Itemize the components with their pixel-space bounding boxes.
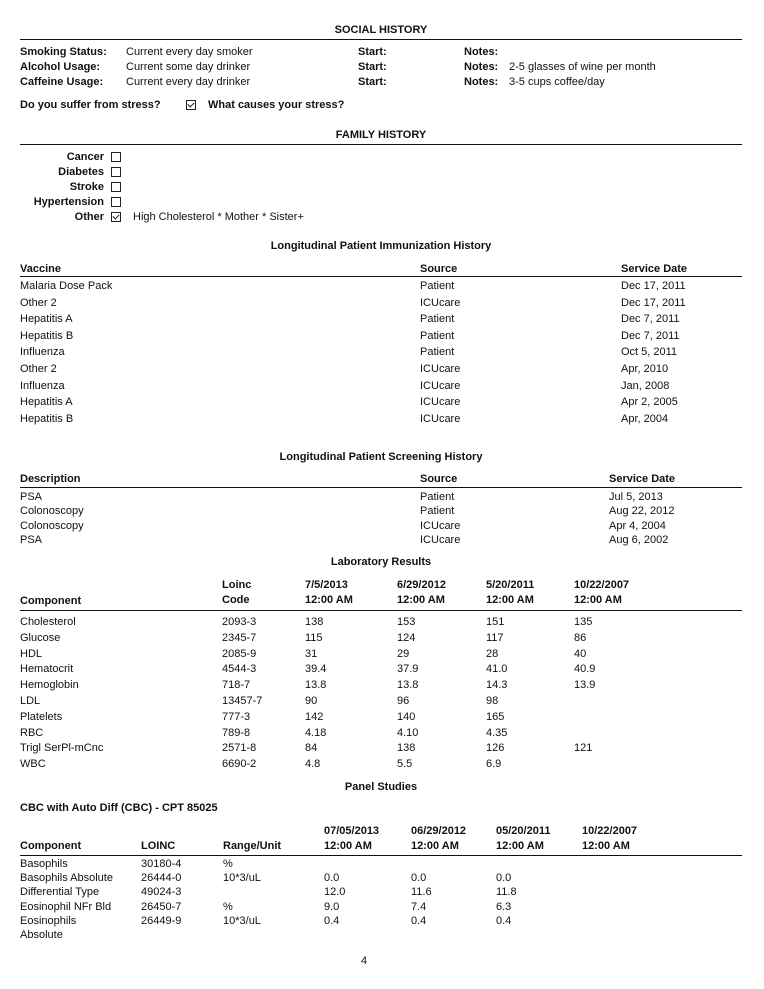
table-cell: 124 xyxy=(397,631,416,644)
immunization-title: Longitudinal Patient Immunization History xyxy=(270,240,492,252)
table-cell: ICUcare xyxy=(420,412,461,425)
table-cell: Dec 17, 2011 xyxy=(621,296,686,309)
panel-row-continuation: Absolute xyxy=(20,929,63,941)
table-cell: 165 xyxy=(486,710,505,723)
table-cell: 4.8 xyxy=(305,758,321,771)
caffeine-value: Current every day drinker xyxy=(126,76,251,88)
table-cell: 126 xyxy=(486,742,505,755)
family-item-label: Diabetes xyxy=(58,166,104,178)
table-cell: % xyxy=(223,900,233,913)
alcohol-start-label: Start: xyxy=(358,61,387,73)
divider xyxy=(20,610,742,611)
divider xyxy=(20,144,742,145)
table-cell: Dec 17, 2011 xyxy=(621,280,686,292)
table-cell: 30180-4 xyxy=(141,858,182,870)
table-cell: Aug 22, 2012 xyxy=(609,505,675,518)
divider xyxy=(20,487,742,488)
table-cell: 14.3 xyxy=(486,679,508,692)
date-header: 10/22/2007 xyxy=(582,825,638,837)
lab-results-title: Laboratory Results xyxy=(330,556,432,568)
table-cell: % xyxy=(223,858,233,870)
table-cell: Apr 4, 2004 xyxy=(609,519,666,532)
date-header: 05/20/2011 xyxy=(496,825,551,837)
table-cell: ICUcare xyxy=(420,396,461,409)
table-cell: Jul 5, 2013 xyxy=(609,491,663,503)
table-cell: Hepatitis A xyxy=(20,313,73,326)
table-cell: 13.9 xyxy=(574,679,596,692)
table-cell: 0.0 xyxy=(496,872,512,885)
table-cell: 6690-2 xyxy=(222,758,257,771)
table-cell: 135 xyxy=(574,616,593,628)
social-history-title: SOCIAL HISTORY xyxy=(334,24,428,36)
date-header: 07/05/2013 xyxy=(324,825,380,837)
table-cell: 49024-3 xyxy=(141,886,182,899)
table-cell: 9.0 xyxy=(324,900,340,913)
table-cell: Trigl SerPl-mCnc xyxy=(20,742,104,755)
col-header-range-unit: Range/Unit xyxy=(223,840,282,852)
table-cell: Malaria Dose Pack xyxy=(20,280,113,292)
table-cell: Apr 2, 2005 xyxy=(621,396,678,409)
alcohol-value: Current some day drinker xyxy=(126,61,251,73)
table-cell: Hepatitis B xyxy=(20,329,74,342)
caffeine-label: Caffeine Usage: xyxy=(20,76,104,88)
table-cell: 26444-0 xyxy=(141,872,182,885)
table-cell: 4544-3 xyxy=(222,663,257,676)
table-cell: LDL xyxy=(20,695,41,707)
table-cell: 0.4 xyxy=(324,914,340,927)
table-cell: WBC xyxy=(20,758,46,771)
table-cell: 28 xyxy=(486,647,499,660)
table-cell: 2085-9 xyxy=(222,647,257,660)
table-cell: Colonoscopy xyxy=(20,505,84,518)
table-cell: Cholesterol xyxy=(20,616,76,628)
table-cell: 121 xyxy=(574,742,593,755)
table-cell: Patient xyxy=(420,346,455,359)
col-header-source: Source xyxy=(420,473,458,485)
table-cell: 7.4 xyxy=(411,900,427,913)
table-cell: ICUcare xyxy=(420,533,461,546)
table-cell: 2093-3 xyxy=(222,616,257,628)
table-cell: Patient xyxy=(420,505,455,518)
table-cell: Jan, 2008 xyxy=(621,379,670,392)
table-cell: Other 2 xyxy=(20,363,57,375)
table-cell: Apr, 2004 xyxy=(621,412,669,425)
table-cell: Aug 6, 2002 xyxy=(609,533,669,546)
checkbox-icon xyxy=(111,152,121,162)
screening-title: Longitudinal Patient Screening History xyxy=(279,451,483,463)
family-history-title: FAMILY HISTORY xyxy=(335,129,427,141)
family-checkbox[interactable] xyxy=(111,197,121,209)
table-cell: 86 xyxy=(574,631,587,644)
date-header: 10/22/2007 xyxy=(574,579,630,591)
col-header-vaccine: Vaccine xyxy=(20,263,61,275)
table-cell: Eosinophil NFr Bld xyxy=(20,900,112,913)
table-cell: Influenza xyxy=(20,346,65,359)
table-cell: Basophils xyxy=(20,858,68,870)
family-item-label: Hypertension xyxy=(33,196,104,208)
table-cell: Hemoglobin xyxy=(20,679,79,692)
table-cell: Hepatitis A xyxy=(20,396,73,409)
table-cell: 5.5 xyxy=(397,758,413,771)
table-cell: 10*3/uL xyxy=(223,872,261,885)
smoking-value: Current every day smoker xyxy=(126,46,253,58)
table-cell: 40 xyxy=(574,647,587,660)
smoking-label: Smoking Status: xyxy=(20,46,107,58)
table-cell: Dec 7, 2011 xyxy=(621,329,680,342)
col-header-code: Code xyxy=(222,594,250,606)
table-cell: 13.8 xyxy=(305,679,327,692)
family-checkbox[interactable] xyxy=(111,212,121,224)
table-cell: 37.9 xyxy=(397,663,419,676)
table-cell: 31 xyxy=(305,647,318,660)
table-cell: Dec 7, 2011 xyxy=(621,313,680,326)
family-item-label: Stroke xyxy=(69,181,104,193)
time-header: 12:00 AM xyxy=(411,840,459,852)
col-header-source: Source xyxy=(420,263,458,275)
table-cell: Hepatitis B xyxy=(20,412,74,425)
caffeine-notes: 3-5 cups coffee/day xyxy=(509,76,605,88)
time-header: 12:00 AM xyxy=(582,840,630,852)
table-cell: ICUcare xyxy=(420,519,461,532)
table-cell: 0.0 xyxy=(411,872,427,885)
table-cell: 11.6 xyxy=(411,886,432,899)
family-item-label: Cancer xyxy=(66,151,104,163)
alcohol-label: Alcohol Usage: xyxy=(20,61,101,73)
table-cell: Apr, 2010 xyxy=(621,363,669,375)
table-cell: 6.3 xyxy=(496,900,512,913)
table-cell: ICUcare xyxy=(420,296,461,309)
table-cell: 40.9 xyxy=(574,663,596,676)
table-cell: 140 xyxy=(397,710,416,723)
col-header-service-date: Service Date xyxy=(609,473,676,485)
smoking-start-label: Start: xyxy=(358,46,387,58)
caffeine-start-label: Start: xyxy=(358,76,387,88)
table-cell: 26450-7 xyxy=(141,900,182,913)
table-cell: 115 xyxy=(305,631,323,644)
table-cell: Oct 5, 2011 xyxy=(621,346,678,359)
alcohol-notes-label: Notes: xyxy=(464,61,499,73)
date-header: 7/5/2013 xyxy=(305,579,348,591)
stress-question: Do you suffer from stress? xyxy=(20,99,161,111)
time-header: 12:00 AM xyxy=(305,594,353,606)
col-header-description: Description xyxy=(20,473,81,485)
table-cell: 26449-9 xyxy=(141,914,182,927)
table-cell: Hematocrit xyxy=(20,663,74,676)
table-cell: 0.0 xyxy=(324,872,340,885)
divider xyxy=(20,276,742,277)
family-other-note: High Cholesterol * Mother * Sister+ xyxy=(133,211,304,223)
table-cell: Differential Type xyxy=(20,886,100,899)
divider xyxy=(20,39,742,40)
table-cell: 2571-8 xyxy=(222,742,257,755)
checkbox-icon xyxy=(111,182,121,192)
table-cell: Platelets xyxy=(20,710,63,723)
table-cell: 0.4 xyxy=(496,914,512,927)
table-cell: Patient xyxy=(420,313,455,326)
table-cell: 777-3 xyxy=(222,710,251,723)
table-cell: 84 xyxy=(305,742,318,755)
table-cell: ICUcare xyxy=(420,379,461,392)
table-cell: PSA xyxy=(20,491,43,503)
table-cell: Patient xyxy=(420,329,455,342)
family-checkbox[interactable] xyxy=(111,152,121,164)
table-cell: 29 xyxy=(397,647,410,660)
checkbox-icon xyxy=(111,167,121,177)
table-cell: 138 xyxy=(305,616,324,628)
table-cell: Colonoscopy xyxy=(20,519,84,532)
table-cell: Glucose xyxy=(20,631,61,644)
table-cell: 12.0 xyxy=(324,886,346,899)
table-cell: 13.8 xyxy=(397,679,419,692)
table-cell: 98 xyxy=(486,695,499,707)
table-cell: 90 xyxy=(305,695,318,707)
alcohol-notes: 2-5 glasses of wine per month xyxy=(509,61,656,73)
date-header: 5/20/2011 xyxy=(486,579,535,591)
page-number: 4 xyxy=(360,955,368,967)
time-header: 12:00 AM xyxy=(397,594,445,606)
table-cell: 13457-7 xyxy=(222,695,263,707)
panel-studies-title: Panel Studies xyxy=(344,781,418,793)
table-cell: 0.4 xyxy=(411,914,427,927)
table-cell: 718-7 xyxy=(222,679,251,692)
table-cell: Patient xyxy=(420,491,455,503)
checkbox-icon xyxy=(111,212,121,222)
stress-cause-question: What causes your stress? xyxy=(208,99,345,111)
family-checkbox[interactable] xyxy=(111,167,121,179)
col-header-loinc: Loinc xyxy=(222,579,252,591)
checkbox-icon xyxy=(186,100,196,110)
table-cell: RBC xyxy=(20,726,44,739)
table-cell: Eosinophils xyxy=(20,914,77,927)
date-header: 06/29/2012 xyxy=(411,825,467,837)
table-cell: Influenza xyxy=(20,379,65,392)
table-cell: 39.4 xyxy=(305,663,327,676)
table-cell: 142 xyxy=(305,710,324,723)
table-cell: 151 xyxy=(486,616,505,628)
family-checkbox[interactable] xyxy=(111,182,121,194)
table-cell: 10*3/uL xyxy=(223,914,261,927)
date-header: 6/29/2012 xyxy=(397,579,446,591)
time-header: 12:00 AM xyxy=(496,840,544,852)
table-cell: PSA xyxy=(20,533,43,546)
table-cell: Patient xyxy=(420,280,455,292)
checkbox-icon xyxy=(111,197,121,207)
stress-checkbox[interactable] xyxy=(186,100,196,112)
divider xyxy=(20,855,742,856)
table-cell: 138 xyxy=(397,742,416,755)
table-cell: Other 2 xyxy=(20,296,57,309)
col-header-component: Component xyxy=(20,595,82,607)
table-cell: 4.10 xyxy=(397,726,419,739)
table-cell: 2345-7 xyxy=(222,631,257,644)
table-cell: 41.0 xyxy=(486,663,508,676)
smoking-notes-label: Notes: xyxy=(464,46,499,58)
time-header: 12:00 AM xyxy=(324,840,372,852)
col-header-component: Component xyxy=(20,840,82,852)
panel-subtitle: CBC with Auto Diff (CBC) - CPT 85025 xyxy=(20,802,218,814)
table-cell: ICUcare xyxy=(420,363,461,375)
table-cell: 153 xyxy=(397,616,416,628)
table-cell: 4.35 xyxy=(486,726,508,739)
time-header: 12:00 AM xyxy=(486,594,534,606)
caffeine-notes-label: Notes: xyxy=(464,76,499,88)
family-item-label: Other xyxy=(74,211,104,223)
table-cell: 789-8 xyxy=(222,726,251,739)
table-cell: 4.18 xyxy=(305,726,327,739)
table-cell: 96 xyxy=(397,695,410,707)
col-header-loinc: LOINC xyxy=(141,840,176,852)
table-cell: 11.8 xyxy=(496,886,517,899)
time-header: 12:00 AM xyxy=(574,594,622,606)
table-cell: HDL xyxy=(20,647,43,660)
col-header-service-date: Service Date xyxy=(621,263,688,275)
table-cell: 117 xyxy=(486,631,504,644)
table-cell: Basophils Absolute xyxy=(20,872,113,885)
table-cell: 6.9 xyxy=(486,758,502,771)
